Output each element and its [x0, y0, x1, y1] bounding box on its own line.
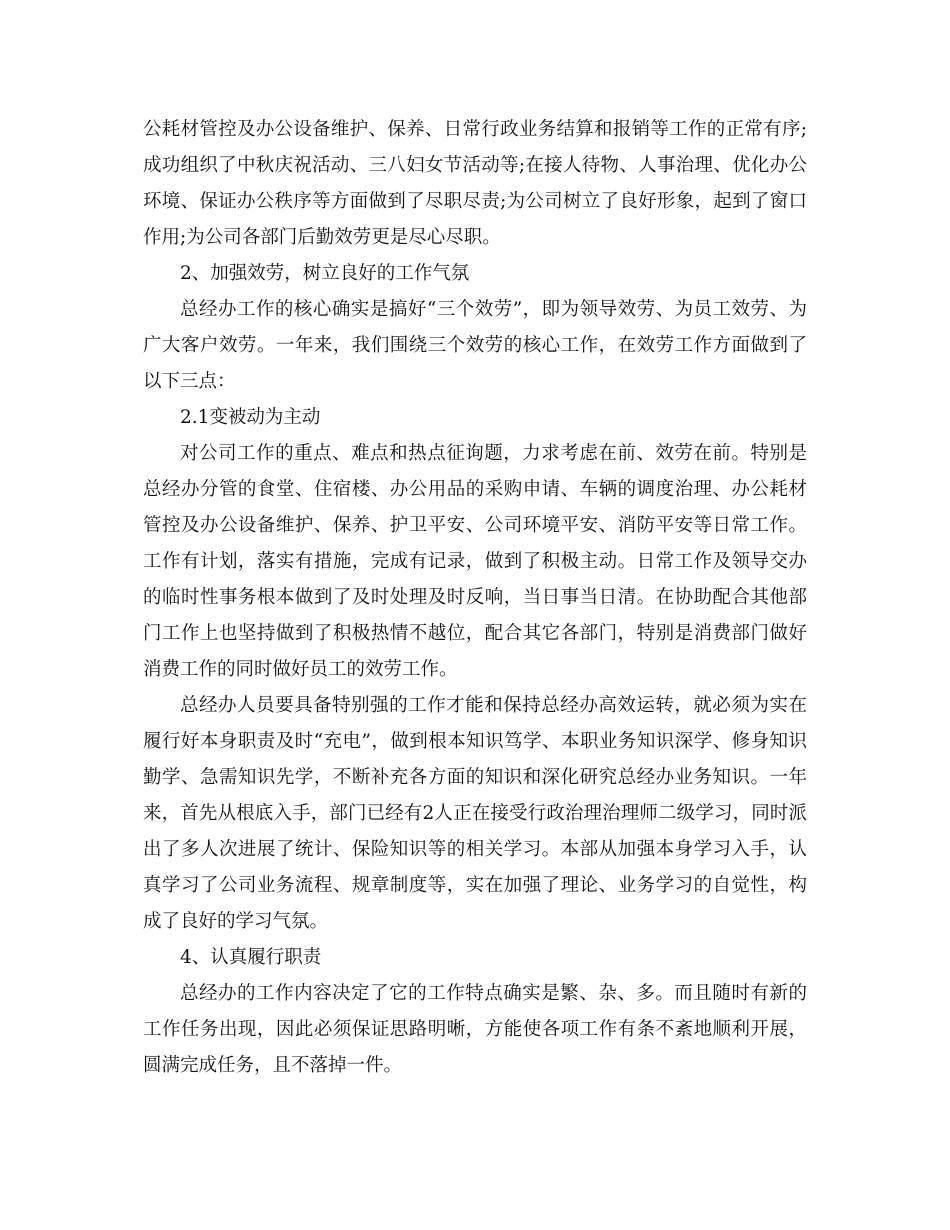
paragraph-continuation: 公耗材管控及办公设备维护、保养、日常行政业务结算和报销等工作的正常有序;成功组织了中秋庆祝活动、三八妇女节活动等;在接人待物、人事治理、优化办公环境、保证办公秩序等方面做到了尽职尽责;为公司树立了良好形象，起到了窗口作用;为公司各部门后勤效劳更是尽心尽职。: [143, 119, 807, 248]
paragraph-duties: 总经办的工作内容决定了它的工作特点确实是繁、杂、多。而且随时有新的工作任务出现，因此必须保证思路明晰，方能使各项工作有条不紊地顺利开展，圆满完成任务，且不落掉一件。: [143, 983, 807, 1076]
subsection-heading-2-1: 2.1变被动为主动: [180, 407, 321, 428]
paragraph-learning: 总经办人员要具备特别强的工作才能和保持总经办高效运转，就必须为实在履行好本身职责及时“充电”，做到根本知识笃学、本职业务知识深学、修身知识勤学、急需知识先学，不断补充各方面的知识和深化研究总经办业务知识。一年来，首先从根底入手，部门已经有2人正在接受行政治理治理师二级学习，同时派出了多人次进展了统计、保险知识等的相关学习。本部从加强本身学习入手，认真学习了公司业务流程、规章制度等，实在加强了理论、业务学习的自觉性，构成了良好的学习气氛。: [143, 695, 807, 932]
section-heading-4: 4、认真履行职责: [180, 947, 322, 968]
paragraph-proactive-work: 对公司工作的重点、难点和热点征询题，力求考虑在前、效劳在前。特别是总经办分管的食堂、住宿楼、办公用品的采购申请、车辆的调度治理、办公耗材管控及办公设备维护、保养、护卫平安、公司环境平安、消防平安等日常工作。工作有计划，落实有措施，完成有记录，做到了积极主动。日常工作及领导交办的临时性事务根本做到了及时处理及时反响，当日事当日清。在协助配合其他部门工作上也坚持做到了积极热情不越位，配合其它各部门，特别是消费部门做好消费工作的同时做好员工的效劳工作。: [143, 443, 807, 680]
section-heading-2: 2、加强效劳，树立良好的工作气氛: [180, 263, 470, 284]
document-body: [143, 112, 807, 1084]
paragraph-three-services: 总经办工作的核心确实是搞好“三个效劳”，即为领导效劳、为员工效劳、为广大客户效劳。一年来，我们围绕三个效劳的核心工作，在效劳工作方面做到了以下三点：: [143, 299, 807, 392]
